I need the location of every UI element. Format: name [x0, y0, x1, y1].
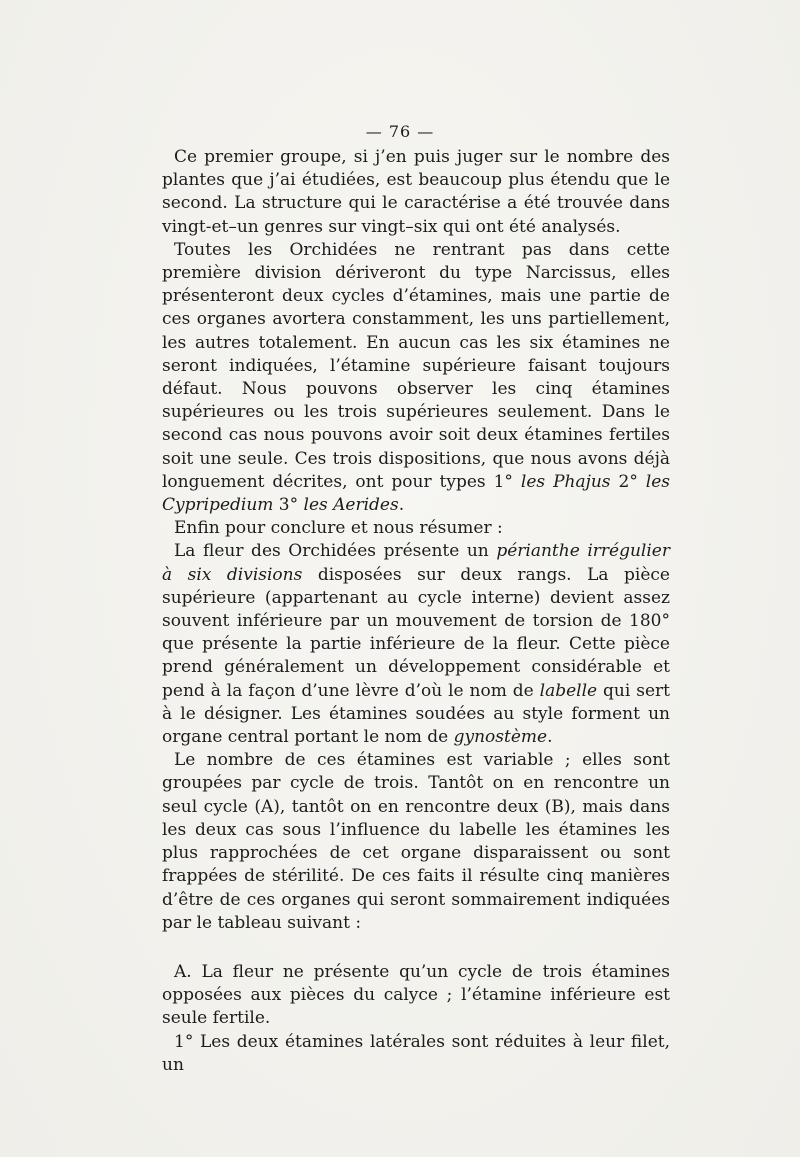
paragraph-2-end: . [398, 495, 405, 516]
paragraph-2-text-c: 3° [273, 495, 304, 516]
term-perianthe: périanthe irrégulier à six divisions [162, 541, 670, 585]
paragraph-4-end: . [547, 727, 553, 748]
body-text [162, 146, 670, 1077]
paragraph-4-text-c: qui sert à le désigner. Les étamines soudées au style forment un organe central portant le nom de [162, 680, 670, 748]
paragraph-4-text-a: La fleur des Orchidées présente un [174, 541, 497, 562]
paragraph-7: 1° Les deux étamines latérales sont réduites à leur filet, un [162, 1031, 670, 1075]
paragraph-4 [162, 540, 670, 749]
paragraph-2 [162, 239, 670, 517]
genus-cypripedium: les Cypripedium [162, 471, 671, 516]
genus-phajus: les Phajus [520, 471, 611, 492]
page-number: — 76 — [365, 122, 435, 141]
paragraph-1: Ce premier groupe, si j’en puis juger sur le nombre des plantes que j’ai étudiées, est beaucoup plus étendu que le second. La structure qui le caractérise a été trouvée dans vingt-et–un genres sur vingt–six qui ont été analysés. [162, 147, 670, 237]
paragraph-2-text-a: Toutes les Orchidées ne rentrant pas dans cette première division dériveront du type Narcissus, elles présenteront deux cycles d’étamines, mais une partie de ces organes avortera constamment, les uns partiellement, les autres totalement. En aucun cas les six étamines ne seront indiquées, l’étamine supérieure faisant toujours défaut. Nous pouvons observer les cinq étamines supérieures ou les trois supérieures seulement. Dans le second cas nous pouvons avoir soit deux étamines fertiles soit une seule. Ces trois dispositions, que nous avons déjà longuement décrites, ont pour types 1° [162, 239, 670, 492]
paragraph-6: A. La fleur ne présente qu’un cycle de trois étamines opposées aux pièces du calyce ; l’étamine inférieure est seule fertile. [162, 961, 670, 1029]
genus-aerides: les Aerides [303, 495, 399, 516]
paragraph-3: Enfin pour conclure et nous résumer : [174, 518, 503, 539]
paragraph-5: Le nombre de ces étamines est variable ; elles sont groupées par cycle de trois. Tantôt on en rencontre un seul cycle (A), tantôt on en rencontre deux (B), mais dans les deux cas sous l’influence du labelle les étamines les plus rapprochées de cet organe disparaissent ou sont frappées de stérilité. De ces faits il résulte cinq manières d’être de ces organes qui seront sommairement indiquées par le tableau suivant : [162, 750, 670, 933]
term-gynosteme: gynostème [453, 727, 548, 748]
paragraph-4-text-b: disposées sur deux rangs. La pièce supérieure (appartenant au cycle interne) devient assez souvent inférieure par un mouvement de torsion de 180° que présente la partie inférieure de la fleur. Cette pièce prend généralement un développement considérable et pend à la façon d’une lèvre d’où le nom de [162, 564, 670, 701]
paragraph-2-text-b: 2° [610, 471, 646, 492]
term-labelle: labelle [539, 680, 598, 701]
